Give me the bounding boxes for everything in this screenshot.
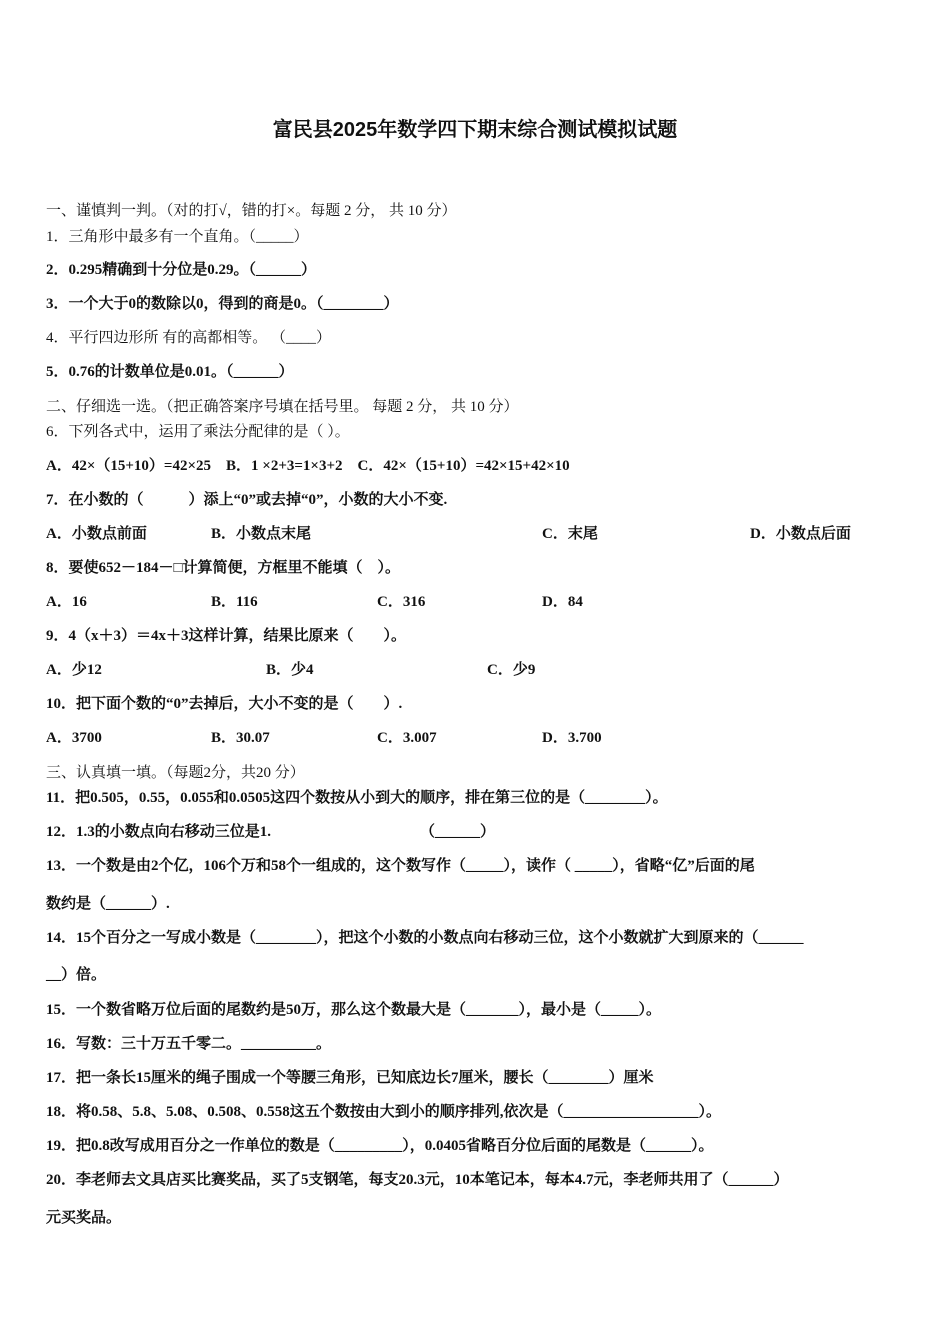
question-6: 6．下列各式中，运用了乘法分配律的是（ ）。 bbox=[46, 424, 350, 440]
question-17: 17．把一条长15厘米的绳子围成一个等腰三角形，已知底边长7厘米，腰长（________）厘米 bbox=[46, 1070, 654, 1086]
option-b: B．116 bbox=[211, 594, 258, 610]
question-13: 13．一个数是由2个亿，106个万和58个一组成的，这个数写作（_____），读作（ _____），省略“亿”后面的尾 bbox=[46, 858, 755, 874]
option-a: A．16 bbox=[46, 594, 87, 610]
option-d: D．84 bbox=[542, 594, 583, 610]
question-19: 19．把0.8改写成用百分之一作单位的数是（_________），0.0405省略百分位后面的尾数是（______）。 bbox=[46, 1138, 714, 1154]
question-11: 11．把0.505，0.55，0.055和0.0505这四个数按从小到大的顺序，排在第三位的是（________）。 bbox=[46, 790, 668, 806]
question-2: 2．0.295精确到十分位是0.29。（______） bbox=[46, 262, 317, 278]
question-3: 3．一个大于0的数除以0，得到的商是0。（________） bbox=[46, 296, 399, 312]
question-14-continued: __）倍。 bbox=[46, 967, 107, 983]
question-15: 15．一个数省略万位后面的尾数约是50万，那么这个数最大是（_______），最小是（_____）。 bbox=[46, 1002, 662, 1018]
page-title: 富民县2025年数学四下期末综合测试模拟试题 bbox=[272, 119, 678, 141]
question-20: 20．李老师去文具店买比赛奖品，买了5支钢笔，每支20.3元，10本笔记本，每本4.7元，李老师共用了（______） bbox=[46, 1172, 789, 1188]
option-a: A．3700 bbox=[46, 730, 102, 746]
option-b: B．小数点末尾 bbox=[211, 526, 312, 542]
question-14: 14．15个百分之一写成小数是（________），把这个小数的小数点向右移动三位，这个小数就扩大到原来的（______ bbox=[46, 930, 804, 946]
question-12: 12．1.3的小数点向右移动三位是1. bbox=[46, 824, 272, 840]
option-a: A．小数点前面 bbox=[46, 526, 147, 542]
question-4: 4．平行四边形所 有的高都相等。 （____） bbox=[46, 330, 332, 346]
option-c: C．少9 bbox=[487, 662, 536, 678]
question-5: 5．0.76的计数单位是0.01。（______） bbox=[46, 364, 294, 380]
question-7: 7．在小数的（ ）添上“0”或去掉“0”，小数的大小不变. bbox=[46, 492, 448, 508]
question-13-continued: 数约是（______）. bbox=[46, 896, 170, 912]
question-16: 16．写数：三十万五千零二。__________。 bbox=[46, 1036, 332, 1052]
option-c: C．316 bbox=[377, 594, 426, 610]
question-10: 10．把下面个数的“0”去掉后，大小不变的是（ ）. bbox=[46, 696, 403, 712]
question-6-options: A．42×（15+10）=42×25 B．1 ×2+3=1×3+2 C．42×（15+10）=42×15+42×10 bbox=[46, 458, 570, 474]
option-d: D．3.700 bbox=[542, 730, 602, 746]
option-c: C．3.007 bbox=[377, 730, 437, 746]
question-1: 1．三角形中最多有一个直角。（_____） bbox=[46, 229, 309, 245]
option-c: C．末尾 bbox=[542, 526, 598, 542]
option-b: B．30.07 bbox=[211, 730, 270, 746]
question-8: 8．要使652－184－□计算简便，方框里不能填（ ）。 bbox=[46, 560, 401, 576]
question-9: 9．4（x＋3）＝4x＋3这样计算，结果比原来（ ）。 bbox=[46, 628, 407, 644]
question-18: 18．将0.58、5.8、5.08、0.508、0.558这五个数按由大到小的顺序排列,依次是（__________________）。 bbox=[46, 1104, 722, 1120]
question-20-continued: 元买奖品。 bbox=[46, 1210, 122, 1226]
question-12-blank: （______） bbox=[420, 824, 496, 840]
section-2-heading: 二、仔细选一选。（把正确答案序号填在括号里。 每题 2 分， 共 10 分） bbox=[46, 399, 519, 415]
option-b: B．少4 bbox=[266, 662, 314, 678]
option-d: D．小数点后面 bbox=[750, 526, 851, 542]
section-3-heading: 三、认真填一填。（每题2分，共20 分） bbox=[46, 765, 305, 781]
option-a: A．少12 bbox=[46, 662, 102, 678]
section-1-heading: 一、谨慎判一判。（对的打√，错的打×。每题 2 分， 共 10 分） bbox=[46, 203, 457, 219]
